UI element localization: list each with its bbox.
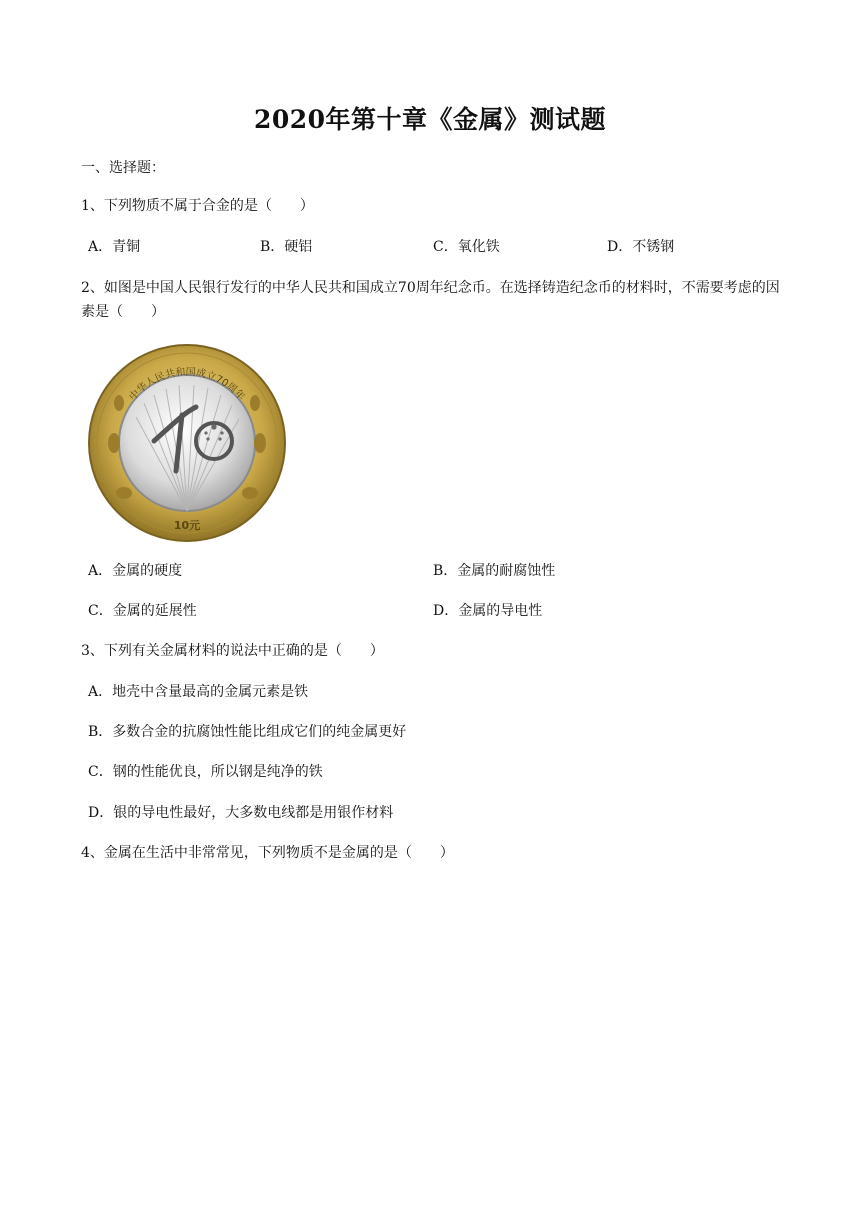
question-4-stem: 4、金属在生活中非常常见，下列物质不是金属的是（ ）	[81, 845, 454, 861]
question-2-option-c: C．金属的延展性	[88, 603, 197, 619]
question-1-option-a: A．青铜	[88, 239, 141, 255]
page-title: 2020年第十章《金属》测试题	[253, 105, 607, 134]
question-2-option-d: D．金属的导电性	[433, 603, 543, 619]
question-1-option-d: D．不锈钢	[607, 239, 675, 255]
commemorative-coin-image	[84, 343, 290, 543]
coin-denomination: 10元	[173, 519, 201, 532]
question-1-option-b: B．硬铝	[260, 239, 313, 255]
question-2-option-b: B．金属的耐腐蚀性	[433, 563, 556, 579]
question-3-option-b: B．多数合金的抗腐蚀性能比组成它们的纯金属更好	[88, 724, 407, 740]
question-2-option-a: A．金属的硬度	[88, 563, 183, 579]
section-heading: 一、选择题：	[81, 160, 165, 176]
question-3-stem: 3、下列有关金属材料的说法中正确的是（ ）	[81, 643, 384, 659]
coin-rim-text: 中华人民共和国成立70周年	[127, 366, 247, 403]
question-3-option-a: A．地壳中含量最高的金属元素是铁	[88, 684, 309, 700]
question-1-option-c: C．氧化铁	[433, 239, 500, 255]
question-2-stem: 2、如图是中国人民银行发行的中华人民共和国成立70周年纪念币。在选择铸造纪念币的材料时，不需要考虑的因素是（ ）	[81, 280, 780, 320]
question-3-option-c: C．钢的性能优良，所以钢是纯净的铁	[88, 764, 323, 780]
question-3-option-d: D．银的导电性最好，大多数电线都是用银作材料	[88, 805, 394, 821]
question-1-stem: 1、下列物质不属于合金的是（ ）	[81, 198, 314, 214]
